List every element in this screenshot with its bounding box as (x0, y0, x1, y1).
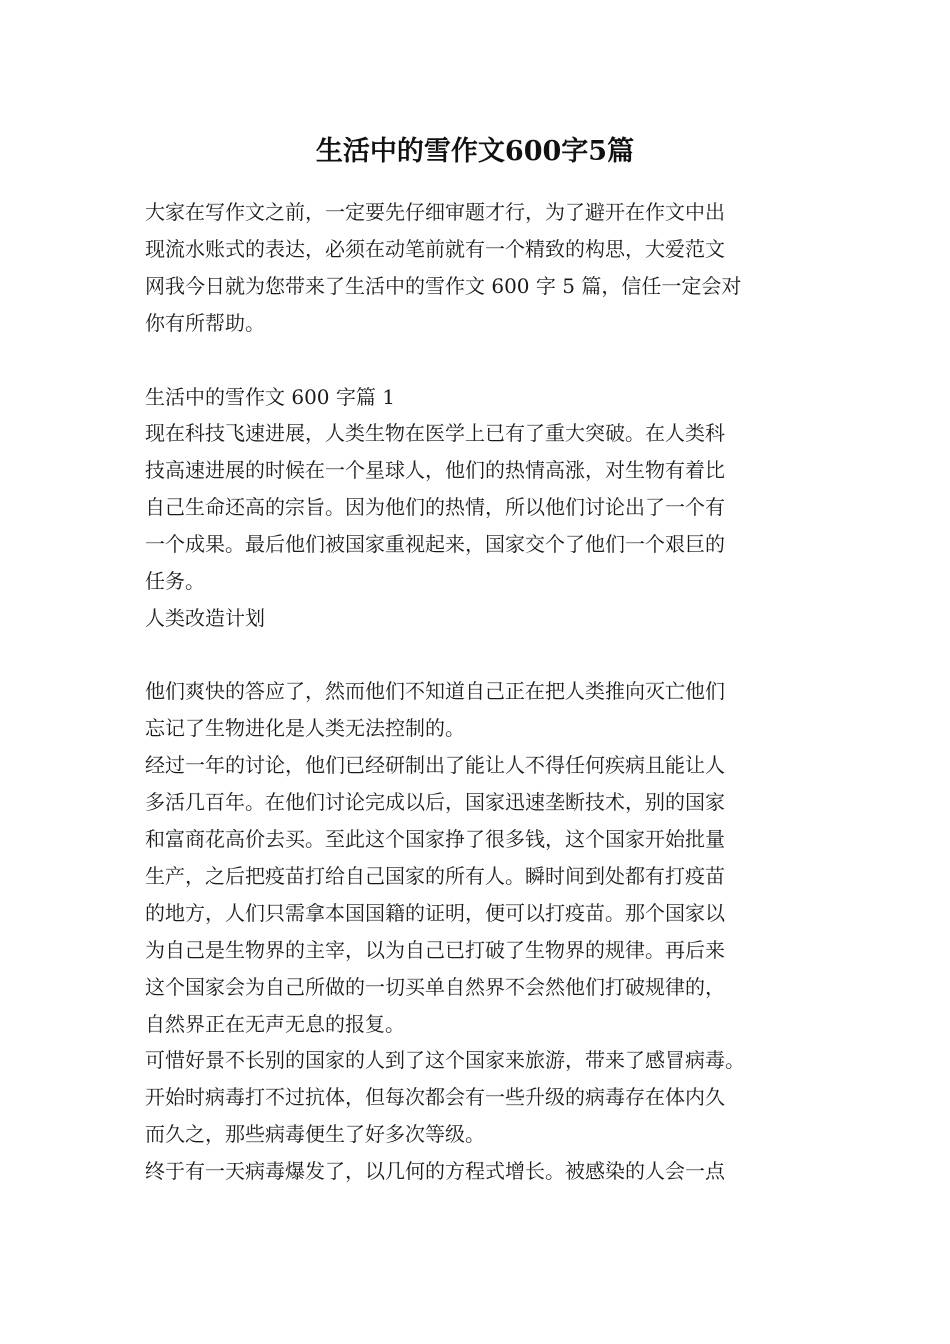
paragraph-line: 自然界正在无声无息的报复。 (145, 1012, 405, 1036)
paragraph-line: 这个国家会为自己所做的一切买单自然界不会然他们打破规律的， (145, 975, 725, 999)
paragraph-line: 网我今日就为您带来了生活中的雪作文 600 字 5 篇，信任一定会对 (145, 274, 742, 298)
paragraph-line: 的地方，人们只需拿本国国籍的证明，便可以打疫苗。那个国家以 (145, 901, 725, 925)
paragraph-line: 生产，之后把疫苗打给自己国家的所有人。瞬时间到处都有打疫苗 (145, 864, 725, 888)
paragraph-line: 你有所帮助。 (145, 311, 265, 335)
paragraph-line: 忘记了生物进化是人类无法控制的。 (145, 716, 465, 740)
paragraph-line: 而久之，那些病毒便生了好多次等级。 (145, 1122, 485, 1146)
paragraph-line: 一个成果。最后他们被国家重视起来，国家交个了他们一个艰巨的 (145, 532, 725, 556)
document-title: 生活中的雪作文600字5篇 (315, 136, 635, 167)
paragraph-line: 技高速进展的时候在一个星球人，他们的热情高涨，对生物有着比 (145, 458, 725, 482)
paragraph-line: 他们爽快的答应了，然而他们不知道自己正在把人类推向灭亡他们 (145, 679, 725, 703)
paragraph-line: 多活几百年。在他们讨论完成以后，国家迅速垄断技术，别的国家 (145, 790, 725, 814)
paragraph-line: 现在科技飞速进展，人类生物在医学上已有了重大突破。在人类科 (145, 421, 725, 445)
section-heading: 生活中的雪作文 600 字篇 1 (145, 385, 395, 409)
paragraph-line: 现流水账式的表达，必须在动笔前就有一个精致的构思，大爱范文 (145, 237, 725, 261)
paragraph-line: 自己生命还高的宗旨。因为他们的热情，所以他们讨论出了一个有 (145, 495, 725, 519)
paragraph-line: 开始时病毒打不过抗体，但每次都会有一些升级的病毒存在体内久 (145, 1085, 725, 1109)
paragraph-line: 为自己是生物界的主宰，以为自己已打破了生物界的规律。再后来 (145, 938, 725, 962)
paragraph-line: 任务。 (145, 569, 205, 593)
paragraph-line: 终于有一天病毒爆发了，以几何的方程式增长。被感染的人会一点 (145, 1159, 725, 1183)
paragraph-line: 可惜好景不长别的国家的人到了这个国家来旅游，带来了感冒病毒。 (145, 1048, 745, 1072)
paragraph-line: 经过一年的讨论，他们已经研制出了能让人不得任何疾病且能让人 (145, 753, 725, 777)
paragraph-line: 和富商花高价去买。至此这个国家挣了很多钱，这个国家开始批量 (145, 827, 725, 851)
paragraph-line: 人类改造计划 (145, 606, 265, 630)
paragraph-line: 大家在写作文之前，一定要先仔细审题才行，为了避开在作文中出 (145, 200, 725, 224)
